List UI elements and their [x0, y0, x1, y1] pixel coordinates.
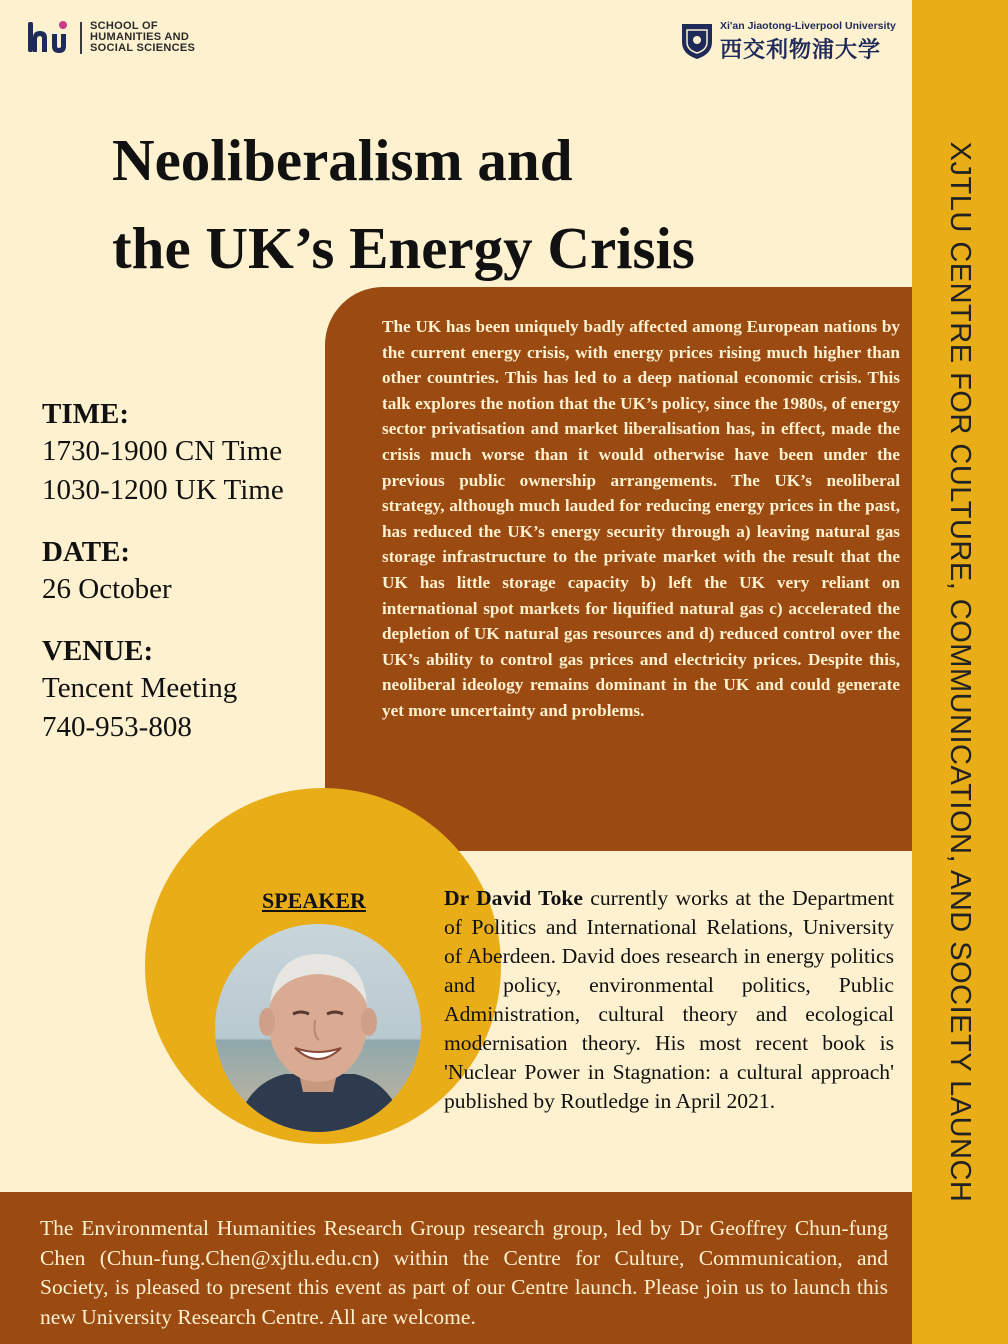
time-uk: 1030-1200 UK Time	[42, 474, 284, 506]
title-line-1: Neoliberalism and	[112, 127, 573, 193]
venue-meeting-id: 740-953-808	[42, 711, 192, 743]
university-name-en: Xi'an Jiaotong-Liverpool University	[720, 20, 896, 32]
logo-divider	[80, 22, 82, 54]
university-logo	[680, 18, 906, 62]
title-line-2: the UK’s Energy Crisis	[112, 215, 695, 281]
abstract-text: The UK has been uniquely badly affected among European nations by the current energy crisis, with energy prices rising much higher than other countries. This has led to a deep national economic crisis. This talk explores the notion that the UK’s policy, since the 1980s, of energy sector privatisation and market liberalisation has, in effect, made the crisis much worse than it would otherwise have been under the previous public ownership arrangements. The UK’s neoliberal strategy, although much lauded for reducing energy prices in the past, has reduced the UK’s energy security through a) leaving natural gas storage infrastructure to the private market with the result that the UK has little storage capacity b) left the UK very reliant on international spot markets for liquified natural gas c) accelerated the depletion of UK natural gas resources and d) reduced control over the UK’s ability to control gas prices and electricity prices. Despite this, neoliberal ideology remains dominant in the UK and could generate yet more uncertainty and problems.	[382, 317, 900, 720]
date-value: 26 October	[42, 573, 172, 605]
university-crest-icon	[680, 22, 714, 60]
speaker-label: SPEAKER	[262, 888, 366, 913]
speaker-name: Dr David Toke	[444, 886, 583, 910]
speaker-portrait-icon	[215, 924, 421, 1132]
school-name: SCHOOL OF HUMANITIES AND SOCIAL SCIENCES	[90, 20, 196, 54]
hss-logo-icon	[26, 18, 70, 58]
speaker-photo	[215, 924, 421, 1132]
date-label: DATE:	[42, 536, 131, 568]
venue-name: Tencent Meeting	[42, 672, 238, 704]
speaker-bio-text: currently works at the Department of Politics and International Relations, University of Aberdeen. David does research in energy politics and policy, environmental politics, Public Administration, cultural theory and ecological modernisation theory. His most recent book is 'Nuclear Power in Stagnation: a cultural approach' published by Routledge in April 2021.	[444, 886, 895, 1113]
event-info	[42, 396, 322, 747]
centre-launch-title: XJTLU CENTRE FOR CULTURE, COMMUNICATION, AND SOCIETY LAUNCH	[944, 141, 976, 1203]
university-name-cn: 西交利物浦大学	[720, 37, 882, 63]
school-logo	[26, 18, 226, 58]
time-label: TIME:	[42, 398, 129, 430]
event-title	[112, 116, 902, 292]
venue-label: VENUE:	[42, 635, 154, 667]
speaker-bio	[444, 884, 894, 1116]
time-cn: 1730-1900 CN Time	[42, 435, 283, 467]
footer-text: The Environmental Humanities Research Group research group, led by Dr Geoffrey Chun-fung Chen (Chun-fung.Chen@xjtlu.edu.cn) within the Centre for Culture, Communication, and Society, is pleased to present this event as part of our Centre launch. Please join us to launch this new University Research Centre. All are welcome.	[40, 1216, 888, 1329]
